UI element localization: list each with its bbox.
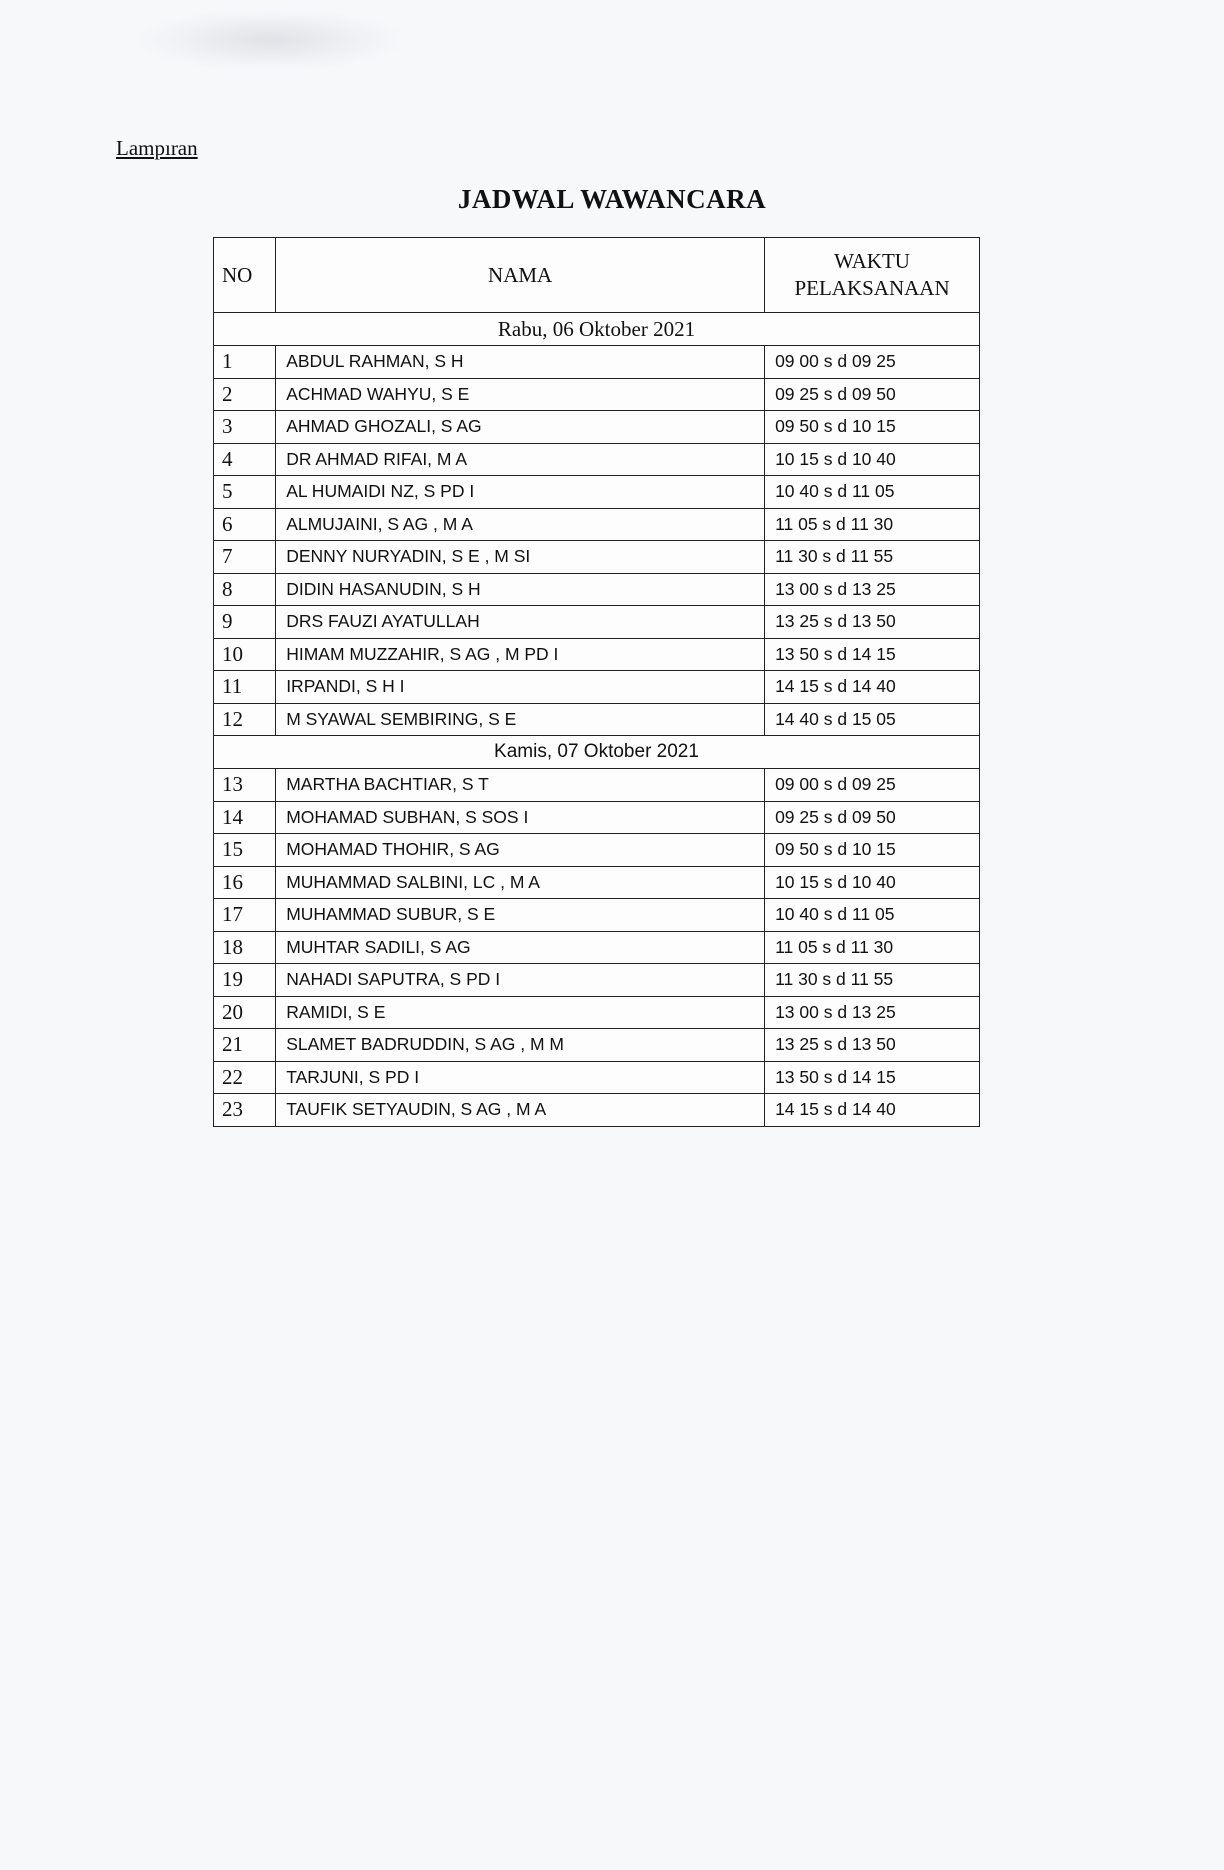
row-nama: NAHADI SAPUTRA, S PD I — [276, 964, 765, 997]
row-nama: IRPANDI, S H I — [276, 671, 765, 704]
table-row — [214, 541, 980, 574]
row-nama: HIMAM MUZZAHIR, S AG , M PD I — [276, 638, 765, 671]
row-no: 20 — [214, 996, 276, 1029]
page-title: JADWAL WAWANCARA — [457, 184, 767, 214]
row-waktu: 10 15 s d 10 40 — [765, 866, 980, 899]
table-row — [214, 996, 980, 1029]
row-waktu: 13 50 s d 14 15 — [765, 1061, 980, 1094]
row-no: 10 — [214, 638, 276, 671]
table-row — [214, 703, 980, 736]
row-waktu: 14 15 s d 14 40 — [765, 1094, 980, 1127]
row-no: 5 — [214, 476, 276, 509]
table-row — [214, 476, 980, 509]
table-row — [214, 801, 980, 834]
row-nama: AHMAD GHOZALI, S AG — [276, 411, 765, 444]
table-row — [214, 1061, 980, 1094]
table-row — [214, 443, 980, 476]
row-no: 12 — [214, 703, 276, 736]
row-nama: MOHAMAD THOHIR, S AG — [276, 834, 765, 867]
row-nama: DRS FAUZI AYATULLAH — [276, 606, 765, 639]
row-nama: M SYAWAL SEMBIRING, S E — [276, 703, 765, 736]
row-nama: ABDUL RAHMAN, S H — [276, 346, 765, 379]
header-nama: NAMA — [276, 238, 765, 313]
row-nama: DIDIN HASANUDIN, S H — [276, 573, 765, 606]
table-row — [214, 508, 980, 541]
row-no: 19 — [214, 964, 276, 997]
day-label: Rabu, 06 Oktober 2021 — [214, 313, 980, 346]
row-no: 1 — [214, 346, 276, 379]
row-no: 18 — [214, 931, 276, 964]
row-nama: DR AHMAD RIFAI, M A — [276, 443, 765, 476]
table-row — [214, 899, 980, 932]
row-waktu: 11 30 s d 11 55 — [765, 541, 980, 574]
row-waktu: 11 30 s d 11 55 — [765, 964, 980, 997]
row-nama: MARTHA BACHTIAR, S T — [276, 769, 765, 802]
row-no: 3 — [214, 411, 276, 444]
row-nama: DENNY NURYADIN, S E , M SI — [276, 541, 765, 574]
row-waktu: 13 50 s d 14 15 — [765, 638, 980, 671]
row-no: 2 — [214, 378, 276, 411]
row-waktu: 11 05 s d 11 30 — [765, 508, 980, 541]
table-row — [214, 573, 980, 606]
row-waktu: 14 40 s d 15 05 — [765, 703, 980, 736]
header-waktu-line2: PELAKSANAAN — [794, 276, 950, 300]
table-row — [214, 964, 980, 997]
row-waktu: 10 40 s d 11 05 — [765, 476, 980, 509]
day-header-row — [214, 313, 980, 346]
row-no: 8 — [214, 573, 276, 606]
row-nama: MUHAMMAD SUBUR, S E — [276, 899, 765, 932]
table-row — [214, 346, 980, 379]
row-no: 4 — [214, 443, 276, 476]
header-waktu-line1: WAKTU — [834, 249, 910, 273]
row-nama: MOHAMAD SUBHAN, S SOS I — [276, 801, 765, 834]
row-waktu: 14 15 s d 14 40 — [765, 671, 980, 704]
table-row — [214, 834, 980, 867]
row-no: 9 — [214, 606, 276, 639]
row-waktu: 10 40 s d 11 05 — [765, 899, 980, 932]
table-row — [214, 378, 980, 411]
table-row — [214, 638, 980, 671]
row-no: 16 — [214, 866, 276, 899]
row-waktu: 09 50 s d 10 15 — [765, 834, 980, 867]
row-nama: MUHAMMAD SALBINI, LC , M A — [276, 866, 765, 899]
row-no: 6 — [214, 508, 276, 541]
header-waktu — [765, 238, 980, 313]
row-no: 13 — [214, 769, 276, 802]
row-waktu: 10 15 s d 10 40 — [765, 443, 980, 476]
table-row — [214, 931, 980, 964]
row-no: 14 — [214, 801, 276, 834]
row-nama: MUHTAR SADILI, S AG — [276, 931, 765, 964]
scan-smudge — [140, 10, 400, 70]
row-nama: ALMUJAINI, S AG , M A — [276, 508, 765, 541]
row-no: 22 — [214, 1061, 276, 1094]
table-row — [214, 671, 980, 704]
row-waktu: 09 50 s d 10 15 — [765, 411, 980, 444]
row-waktu: 09 00 s d 09 25 — [765, 769, 980, 802]
row-nama: ACHMAD WAHYU, S E — [276, 378, 765, 411]
row-nama: SLAMET BADRUDDIN, S AG , M M — [276, 1029, 765, 1062]
table-row — [214, 769, 980, 802]
row-waktu: 11 05 s d 11 30 — [765, 931, 980, 964]
row-no: 23 — [214, 1094, 276, 1127]
row-waktu: 13 25 s d 13 50 — [765, 606, 980, 639]
table-row — [214, 411, 980, 444]
row-no: 11 — [214, 671, 276, 704]
row-waktu: 09 25 s d 09 50 — [765, 801, 980, 834]
row-nama: TARJUNI, S PD I — [276, 1061, 765, 1094]
table-row — [214, 1029, 980, 1062]
table-row — [214, 606, 980, 639]
table-header-row — [214, 238, 980, 313]
row-no: 17 — [214, 899, 276, 932]
row-waktu: 09 25 s d 09 50 — [765, 378, 980, 411]
day-header-row — [214, 736, 980, 769]
row-waktu: 09 00 s d 09 25 — [765, 346, 980, 379]
row-nama: RAMIDI, S E — [276, 996, 765, 1029]
row-nama: AL HUMAIDI NZ, S PD I — [276, 476, 765, 509]
row-waktu: 13 25 s d 13 50 — [765, 1029, 980, 1062]
table-row — [214, 1094, 980, 1127]
row-no: 15 — [214, 834, 276, 867]
table-row — [214, 866, 980, 899]
interview-schedule-table — [213, 237, 980, 1127]
row-nama: TAUFIK SETYAUDIN, S AG , M A — [276, 1094, 765, 1127]
attachment-label: Lampıran — [116, 136, 198, 160]
row-no: 7 — [214, 541, 276, 574]
row-waktu: 13 00 s d 13 25 — [765, 996, 980, 1029]
row-no: 21 — [214, 1029, 276, 1062]
day-label: Kamis, 07 Oktober 2021 — [214, 736, 980, 769]
row-waktu: 13 00 s d 13 25 — [765, 573, 980, 606]
header-no: NO — [214, 238, 276, 313]
